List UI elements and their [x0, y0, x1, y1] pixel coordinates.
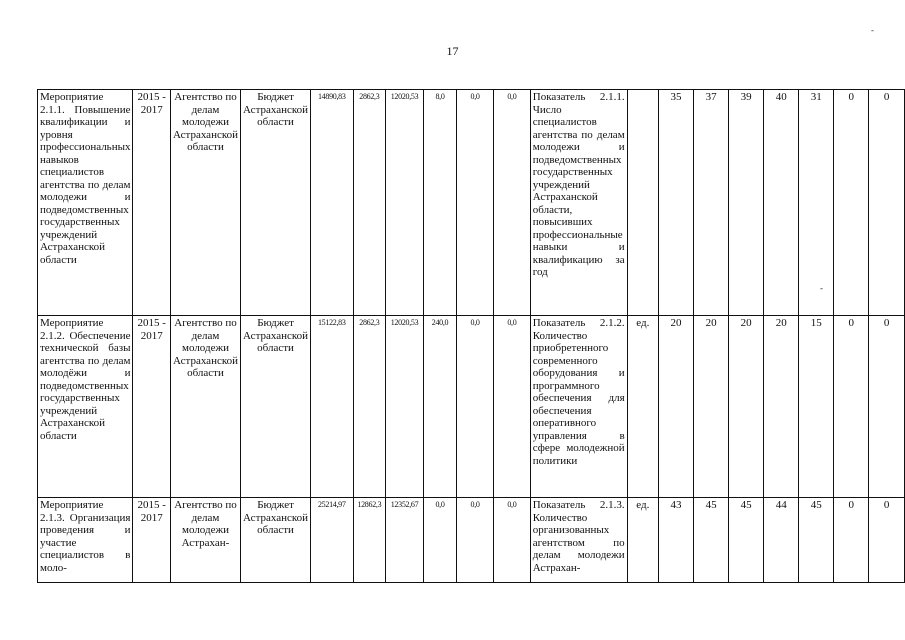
funding-2018-cell: 0,0: [457, 316, 494, 498]
indicator-value-cell: 20: [694, 316, 729, 498]
indicator-value-cell: 40: [764, 90, 799, 316]
table-row: [38, 498, 905, 583]
funding-2019-cell: 0,0: [493, 316, 530, 498]
event-cell: Мероприятие 2.1.1. Повышение квалификации и уровня профессиональных навыков специалистов агентства по делам молодежи и подведомственных государственных учреждений Астраханской области: [38, 90, 133, 316]
indicator-value-cell: 45: [694, 498, 729, 583]
funding-2019-cell: 0,0: [493, 498, 530, 583]
indicator-value-cell: 0: [869, 498, 905, 583]
program-table-container: [37, 89, 905, 583]
indicator-value-cell: 31: [799, 90, 834, 316]
funding-2015-cell: 2862,3: [353, 316, 386, 498]
funding-source-cell: Бюджет Астраханской области: [241, 316, 311, 498]
indicator-cell: Показатель 2.1.1. Число специалистов агентства по делам молодежи и подведомственных государственных учреждений Астраханской области, повысивших профессиональные навыки и квалификацию за год: [530, 90, 627, 316]
funding-2016-cell: 12352,67: [386, 498, 424, 583]
indicator-value-cell: 20: [764, 316, 799, 498]
funding-total-cell: 14890,83: [311, 90, 353, 316]
scan-speck: -: [871, 25, 874, 35]
executor-cell: Агентство по делам молодежи Астраханской области: [170, 90, 240, 316]
page-number: 17: [446, 44, 459, 58]
years-cell: 2015 - 2017: [133, 316, 170, 498]
funding-2015-cell: 12862,3: [353, 498, 386, 583]
event-cell: Мероприятие 2.1.2. Обеспечение технической базы агентства по делам молодёжи и подведомственных государственных учреждений Астраханской области: [38, 316, 133, 498]
funding-2018-cell: 0,0: [457, 498, 494, 583]
executor-cell: Агентство по делам молодежи Астраханской области: [170, 316, 240, 498]
indicator-value-cell: 15: [799, 316, 834, 498]
indicator-value-cell: 45: [729, 498, 764, 583]
scan-speck: -: [820, 283, 823, 293]
funding-2015-cell: 2862,3: [353, 90, 386, 316]
indicator-value-cell: 39: [729, 90, 764, 316]
funding-2017-cell: 0,0: [423, 498, 456, 583]
indicator-value-cell: 0: [834, 90, 869, 316]
table-row: [38, 90, 905, 316]
funding-total-cell: 15122,83: [311, 316, 353, 498]
indicator-cell: Показатель 2.1.2. Количество приобретенного современного оборудования и программного обеспечения для обеспечения оперативного управления в сфере молодежной политики: [530, 316, 627, 498]
funding-2017-cell: 8,0: [423, 90, 456, 316]
indicator-value-cell: 43: [659, 498, 694, 583]
funding-2016-cell: 12020,53: [386, 316, 424, 498]
funding-2018-cell: 0,0: [457, 90, 494, 316]
indicator-value-cell: 20: [659, 316, 694, 498]
indicator-value-cell: 0: [834, 498, 869, 583]
table-row: [38, 316, 905, 498]
indicator-value-cell: 0: [834, 316, 869, 498]
funding-source-cell: Бюджет Астраханской области: [241, 498, 311, 583]
indicator-value-cell: 0: [869, 90, 905, 316]
indicator-value-cell: 44: [764, 498, 799, 583]
years-cell: 2015 - 2017: [133, 498, 170, 583]
funding-2016-cell: 12020,53: [386, 90, 424, 316]
years-cell: 2015 - 2017: [133, 90, 170, 316]
indicator-value-cell: 45: [799, 498, 834, 583]
funding-total-cell: 25214,97: [311, 498, 353, 583]
funding-source-cell: Бюджет Астраханской области: [241, 90, 311, 316]
unit-cell: ед.: [627, 316, 658, 498]
funding-2019-cell: 0,0: [493, 90, 530, 316]
indicator-value-cell: 35: [659, 90, 694, 316]
unit-cell: ед.: [627, 498, 658, 583]
event-cell: Мероприятие 2.1.3. Организация проведения и участие специалистов в моло-: [38, 498, 133, 583]
indicator-value-cell: 0: [869, 316, 905, 498]
funding-2017-cell: 240,0: [423, 316, 456, 498]
executor-cell: Агентство по делам молодежи Астрахан-: [170, 498, 240, 583]
indicator-value-cell: 37: [694, 90, 729, 316]
indicator-cell: Показатель 2.1.3. Количество организованных агентством по делам молодежи Астрахан-: [530, 498, 627, 583]
program-table: [37, 89, 905, 583]
indicator-value-cell: 20: [729, 316, 764, 498]
unit-cell: [627, 90, 658, 316]
